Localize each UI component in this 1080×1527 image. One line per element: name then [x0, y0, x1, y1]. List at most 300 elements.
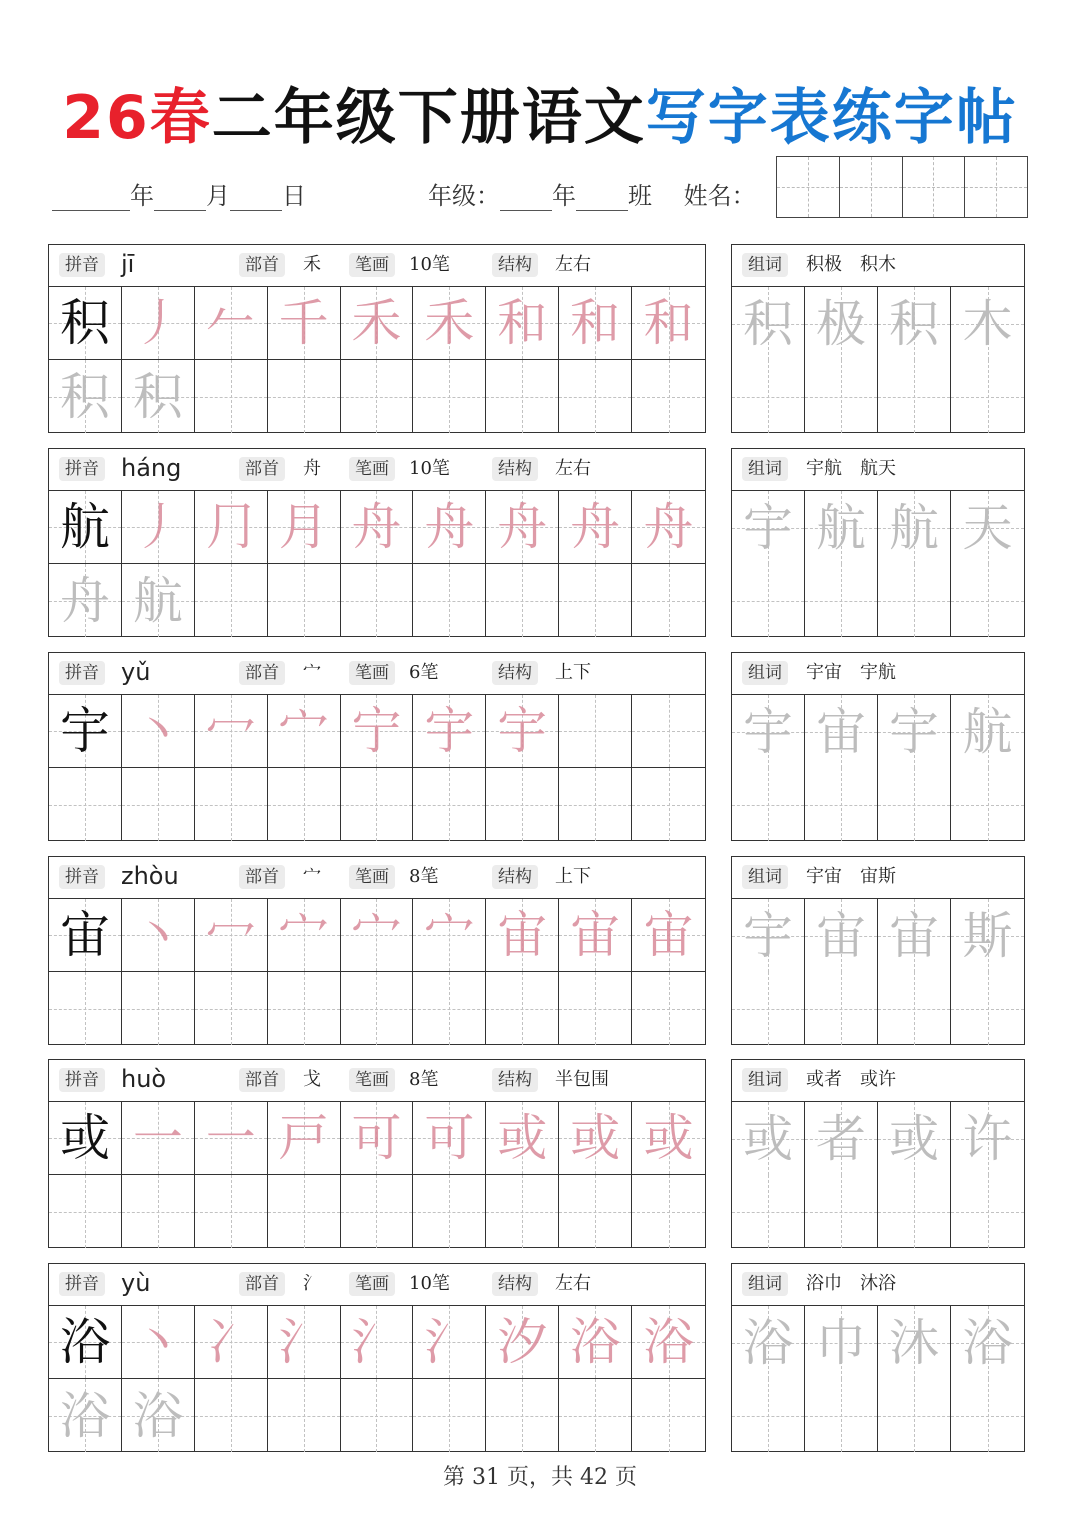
- writing-grid: [49, 695, 705, 841]
- stroke-order-step: 宀: [278, 906, 329, 964]
- grade-class-blank[interactable]: [576, 184, 628, 211]
- writing-cell[interactable]: [632, 1306, 705, 1379]
- stroke-order-step: 和: [643, 294, 694, 352]
- writing-cell[interactable]: [49, 1175, 122, 1248]
- writing-cell[interactable]: [559, 287, 632, 360]
- model-character: 航: [59, 498, 110, 556]
- char-info-bar: [49, 245, 705, 287]
- word-cell[interactable]: [732, 972, 805, 1045]
- word-trace-character: 浴: [962, 1313, 1013, 1372]
- page-title: [0, 70, 1080, 156]
- word-cell[interactable]: [878, 768, 951, 841]
- writing-cell[interactable]: [341, 360, 414, 433]
- writing-cell[interactable]: [122, 695, 195, 768]
- writing-cell[interactable]: [49, 899, 122, 972]
- stroke-order-step: 禾: [424, 294, 475, 352]
- trace-character: 积: [59, 367, 110, 426]
- word-cell[interactable]: [951, 1175, 1024, 1248]
- model-character: 宇: [59, 702, 110, 760]
- word-cell[interactable]: [878, 1175, 951, 1248]
- writing-cell[interactable]: [195, 1175, 268, 1248]
- word-cell[interactable]: [878, 1102, 951, 1175]
- words-value: 浴巾 沐浴: [806, 1273, 896, 1294]
- stroke-order-step: 或: [570, 1109, 621, 1167]
- writing-cell[interactable]: [268, 899, 341, 972]
- word-trace-character: 宙: [816, 702, 866, 761]
- name-grid[interactable]: [776, 156, 1028, 218]
- word-cell[interactable]: [805, 491, 878, 564]
- word-trace-character: 或: [743, 1109, 793, 1168]
- pinyin-label: 拼音: [59, 253, 105, 277]
- stroke-order-step: 戸: [278, 1109, 329, 1167]
- writing-cell[interactable]: [122, 768, 195, 841]
- pinyin-label: 拼音: [59, 457, 105, 481]
- word-practice-panel: [731, 856, 1025, 1045]
- word-cell[interactable]: [805, 360, 878, 433]
- pinyin-label: 拼音: [59, 661, 105, 685]
- writing-cell[interactable]: [559, 899, 632, 972]
- stroke-order-step: 宀: [424, 906, 475, 964]
- stroke-order-step: 或: [497, 1109, 548, 1167]
- strokes-label: 笔画: [349, 1272, 395, 1296]
- pinyin-label: 拼音: [59, 865, 105, 889]
- stroke-order-step: 𠂉: [205, 294, 256, 352]
- writing-cell[interactable]: [486, 1306, 559, 1379]
- writing-cell[interactable]: [632, 768, 705, 841]
- writing-cell[interactable]: [632, 1379, 705, 1452]
- writing-cell[interactable]: [559, 1175, 632, 1248]
- word-cell[interactable]: [805, 287, 878, 360]
- writing-grid: [49, 1306, 705, 1452]
- stroke-order-step: 宀: [351, 906, 402, 964]
- writing-cell[interactable]: [632, 972, 705, 1045]
- word-cell[interactable]: [878, 972, 951, 1045]
- writing-cell[interactable]: [268, 564, 341, 637]
- writing-cell[interactable]: [486, 1102, 559, 1175]
- writing-cell[interactable]: [49, 1379, 122, 1452]
- structure-value: 上下: [555, 662, 591, 683]
- writing-cell[interactable]: [486, 1175, 559, 1248]
- word-cell[interactable]: [805, 1175, 878, 1248]
- words-label: 组词: [742, 1068, 788, 1092]
- name-label: 姓名：: [683, 182, 756, 210]
- word-cell[interactable]: [878, 360, 951, 433]
- name-cell[interactable]: [840, 157, 903, 217]
- writing-cell[interactable]: [413, 972, 486, 1045]
- word-trace-character: 宙: [889, 906, 939, 965]
- trace-character: 航: [132, 571, 183, 630]
- word-cell[interactable]: [732, 1306, 805, 1379]
- grade-class-label: 班: [628, 182, 652, 210]
- writing-cell[interactable]: [413, 360, 486, 433]
- word-cell[interactable]: [805, 1306, 878, 1379]
- char-info-bar: [49, 1264, 705, 1306]
- writing-cell[interactable]: [486, 899, 559, 972]
- word-cell[interactable]: [732, 360, 805, 433]
- writing-cell[interactable]: [49, 1306, 122, 1379]
- writing-cell[interactable]: [49, 695, 122, 768]
- word-cell[interactable]: [951, 564, 1024, 637]
- page-number: 第 31 页，共 42 页: [443, 1465, 637, 1490]
- char-info-bar: [49, 857, 705, 899]
- writing-cell[interactable]: [195, 491, 268, 564]
- word-trace-character: 积: [889, 294, 939, 353]
- stroke-order-step: 宇: [424, 702, 475, 760]
- stroke-order-step: ⺆: [205, 498, 256, 556]
- stroke-order-step: 舟: [497, 498, 548, 556]
- writing-cell[interactable]: [486, 695, 559, 768]
- word-cell[interactable]: [732, 491, 805, 564]
- writing-cell[interactable]: [559, 1102, 632, 1175]
- stroke-order-step: 宙: [497, 906, 548, 964]
- writing-cell[interactable]: [413, 491, 486, 564]
- word-trace-character: 巾: [816, 1313, 866, 1372]
- writing-cell[interactable]: [341, 972, 414, 1045]
- writing-cell[interactable]: [268, 695, 341, 768]
- word-info-bar: [732, 1060, 1024, 1102]
- writing-cell[interactable]: [122, 899, 195, 972]
- words-value: 积极 积木: [806, 254, 896, 275]
- word-trace-character: 宙: [816, 906, 866, 965]
- radical-label: 部首: [239, 253, 285, 277]
- word-trace-character: 航: [889, 498, 939, 557]
- word-practice-panel: [731, 652, 1025, 841]
- writing-cell[interactable]: [341, 564, 414, 637]
- radical-value: 禾: [303, 254, 321, 275]
- writing-cell[interactable]: [195, 1102, 268, 1175]
- writing-cell[interactable]: [632, 695, 705, 768]
- writing-cell[interactable]: [122, 1175, 195, 1248]
- writing-cell[interactable]: [341, 1306, 414, 1379]
- writing-cell[interactable]: [486, 1379, 559, 1452]
- structure-value: 上下: [555, 866, 591, 887]
- writing-cell[interactable]: [49, 564, 122, 637]
- stroke-order-step: 氵: [424, 1313, 475, 1371]
- grade-label: 年级：: [428, 182, 500, 210]
- word-cell[interactable]: [951, 1102, 1024, 1175]
- stroke-order-step: 浴: [643, 1313, 694, 1371]
- word-cell[interactable]: [951, 695, 1024, 768]
- trace-character: 浴: [59, 1386, 110, 1445]
- writing-grid: [49, 287, 705, 433]
- writing-cell[interactable]: [195, 768, 268, 841]
- writing-cell[interactable]: [413, 564, 486, 637]
- structure-label: 结构: [492, 457, 538, 481]
- radical-label: 部首: [239, 1068, 285, 1092]
- writing-cell[interactable]: [268, 1379, 341, 1452]
- structure-value: 左右: [555, 254, 591, 275]
- writing-cell[interactable]: [413, 1175, 486, 1248]
- word-info-bar: [732, 245, 1024, 287]
- writing-cell[interactable]: [268, 1306, 341, 1379]
- word-cell[interactable]: [951, 899, 1024, 972]
- radical-label: 部首: [239, 457, 285, 481]
- writing-cell[interactable]: [341, 1379, 414, 1452]
- word-grid: [732, 1306, 1024, 1452]
- writing-cell[interactable]: [413, 287, 486, 360]
- word-cell[interactable]: [805, 695, 878, 768]
- pinyin-value: yù: [121, 1269, 151, 1297]
- writing-cell[interactable]: [195, 899, 268, 972]
- writing-grid: [49, 899, 705, 1045]
- word-cell[interactable]: [732, 287, 805, 360]
- writing-cell[interactable]: [195, 360, 268, 433]
- structure-label: 结构: [492, 253, 538, 277]
- stroke-order-step: 丿: [132, 294, 183, 352]
- word-cell[interactable]: [805, 1379, 878, 1452]
- stroke-order-step: 可: [424, 1109, 475, 1167]
- model-character: 或: [59, 1109, 110, 1167]
- writing-cell[interactable]: [122, 1306, 195, 1379]
- stroke-order-step: 舟: [570, 498, 621, 556]
- writing-cell[interactable]: [559, 768, 632, 841]
- word-cell[interactable]: [878, 287, 951, 360]
- writing-cell[interactable]: [632, 1102, 705, 1175]
- writing-cell[interactable]: [268, 768, 341, 841]
- writing-cell[interactable]: [341, 287, 414, 360]
- stroke-order-step: 舟: [424, 498, 475, 556]
- writing-cell[interactable]: [49, 768, 122, 841]
- radical-value: 氵: [303, 1273, 321, 1294]
- stroke-order-step: 丿: [132, 498, 183, 556]
- stroke-order-step: 氵: [351, 1313, 402, 1371]
- word-cell[interactable]: [732, 1102, 805, 1175]
- writing-cell[interactable]: [413, 1379, 486, 1452]
- words-value: 宇航 航天: [806, 458, 896, 479]
- writing-cell[interactable]: [341, 1175, 414, 1248]
- writing-cell[interactable]: [49, 1102, 122, 1175]
- writing-cell[interactable]: [122, 360, 195, 433]
- writing-cell[interactable]: [122, 972, 195, 1045]
- word-cell[interactable]: [732, 695, 805, 768]
- char-practice-panel: [48, 1059, 706, 1248]
- writing-grid: [49, 491, 705, 637]
- structure-value: 半包围: [555, 1069, 609, 1090]
- strokes-value: 10笔: [409, 1273, 450, 1294]
- radical-value: 宀: [303, 662, 321, 683]
- writing-cell[interactable]: [49, 972, 122, 1045]
- writing-cell[interactable]: [632, 1175, 705, 1248]
- writing-cell[interactable]: [559, 360, 632, 433]
- word-cell[interactable]: [878, 899, 951, 972]
- word-trace-character: 宇: [743, 498, 793, 557]
- grade-year-label: 年: [552, 182, 576, 210]
- strokes-value: 8笔: [409, 866, 439, 887]
- writing-cell[interactable]: [341, 695, 414, 768]
- word-cell[interactable]: [805, 768, 878, 841]
- word-trace-character: 极: [816, 294, 866, 353]
- writing-cell[interactable]: [413, 695, 486, 768]
- word-grid: [732, 695, 1024, 841]
- writing-cell[interactable]: [413, 1102, 486, 1175]
- title-part-term: 26春: [62, 83, 212, 153]
- writing-cell[interactable]: [559, 564, 632, 637]
- writing-cell[interactable]: [632, 564, 705, 637]
- writing-cell[interactable]: [268, 287, 341, 360]
- writing-cell[interactable]: [486, 287, 559, 360]
- writing-cell[interactable]: [122, 564, 195, 637]
- title-part-grade: 二年级下册语文: [211, 83, 646, 153]
- writing-cell[interactable]: [268, 972, 341, 1045]
- writing-cell[interactable]: [341, 899, 414, 972]
- date-line: [52, 176, 306, 211]
- model-character: 积: [59, 294, 110, 352]
- word-cell[interactable]: [878, 695, 951, 768]
- writing-cell[interactable]: [559, 695, 632, 768]
- writing-cell[interactable]: [632, 491, 705, 564]
- words-label: 组词: [742, 253, 788, 277]
- day-blank[interactable]: [230, 184, 282, 211]
- name-cell[interactable]: [965, 157, 1027, 217]
- word-trace-character: 或: [889, 1109, 939, 1168]
- stroke-order-step: 禾: [351, 294, 402, 352]
- month-blank[interactable]: [154, 184, 206, 211]
- writing-cell[interactable]: [268, 360, 341, 433]
- writing-cell[interactable]: [559, 972, 632, 1045]
- stroke-order-step: 一: [205, 1109, 256, 1167]
- char-practice-panel: [48, 244, 706, 433]
- writing-cell[interactable]: [195, 1379, 268, 1452]
- word-trace-character: 木: [962, 294, 1013, 353]
- word-cell[interactable]: [805, 899, 878, 972]
- word-trace-character: 天: [962, 498, 1013, 557]
- writing-cell[interactable]: [122, 1102, 195, 1175]
- word-trace-character: 航: [962, 702, 1013, 761]
- char-practice-panel: [48, 1263, 706, 1452]
- word-cell[interactable]: [951, 972, 1024, 1045]
- word-cell[interactable]: [951, 1306, 1024, 1379]
- writing-cell[interactable]: [413, 1306, 486, 1379]
- stroke-order-step: 可: [351, 1109, 402, 1167]
- word-grid: [732, 1102, 1024, 1248]
- writing-cell[interactable]: [268, 1102, 341, 1175]
- writing-cell[interactable]: [341, 491, 414, 564]
- words-label: 组词: [742, 865, 788, 889]
- writing-cell[interactable]: [341, 1102, 414, 1175]
- writing-cell[interactable]: [195, 287, 268, 360]
- word-cell[interactable]: [951, 491, 1024, 564]
- strokes-label: 笔画: [349, 1068, 395, 1092]
- writing-cell[interactable]: [486, 768, 559, 841]
- stroke-order-step: 汐: [497, 1313, 548, 1371]
- writing-cell[interactable]: [559, 491, 632, 564]
- word-cell[interactable]: [732, 768, 805, 841]
- writing-cell[interactable]: [632, 287, 705, 360]
- writing-cell[interactable]: [486, 972, 559, 1045]
- words-label: 组词: [742, 661, 788, 685]
- word-cell[interactable]: [951, 768, 1024, 841]
- stroke-order-step: 千: [278, 294, 329, 352]
- stroke-order-step: 宁: [351, 702, 402, 760]
- structure-label: 结构: [492, 661, 538, 685]
- writing-cell[interactable]: [122, 491, 195, 564]
- structure-label: 结构: [492, 865, 538, 889]
- writing-cell[interactable]: [195, 1306, 268, 1379]
- stroke-order-step: 浴: [570, 1313, 621, 1371]
- word-cell[interactable]: [951, 1379, 1024, 1452]
- word-trace-character: 斯: [962, 906, 1013, 965]
- writing-grid: [49, 1102, 705, 1248]
- word-cell[interactable]: [732, 1379, 805, 1452]
- word-trace-character: 沐: [889, 1313, 939, 1372]
- writing-cell[interactable]: [195, 972, 268, 1045]
- writing-cell[interactable]: [49, 360, 122, 433]
- writing-cell[interactable]: [195, 695, 268, 768]
- word-trace-character: 宇: [743, 906, 793, 965]
- writing-cell[interactable]: [559, 1306, 632, 1379]
- stroke-order-step: 宀: [278, 702, 329, 760]
- strokes-value: 10笔: [409, 254, 450, 275]
- writing-cell[interactable]: [195, 564, 268, 637]
- writing-cell[interactable]: [268, 1175, 341, 1248]
- word-cell[interactable]: [878, 564, 951, 637]
- writing-cell[interactable]: [49, 491, 122, 564]
- writing-cell[interactable]: [413, 768, 486, 841]
- word-cell[interactable]: [951, 287, 1024, 360]
- word-cell[interactable]: [805, 564, 878, 637]
- word-cell[interactable]: [878, 1306, 951, 1379]
- stroke-order-step: 一: [132, 1109, 183, 1167]
- structure-value: 左右: [555, 458, 591, 479]
- radical-value: 戈: [303, 1069, 321, 1090]
- writing-cell[interactable]: [49, 287, 122, 360]
- trace-character: 积: [132, 367, 183, 426]
- word-cell[interactable]: [732, 564, 805, 637]
- stroke-order-step: 和: [570, 294, 621, 352]
- structure-label: 结构: [492, 1272, 538, 1296]
- radical-value: 宀: [303, 866, 321, 887]
- word-cell[interactable]: [805, 1102, 878, 1175]
- structure-label: 结构: [492, 1068, 538, 1092]
- radical-label: 部首: [239, 1272, 285, 1296]
- words-value: 宇宙 宇航: [806, 662, 896, 683]
- word-trace-character: 者: [816, 1109, 866, 1168]
- words-label: 组词: [742, 1272, 788, 1296]
- writing-cell[interactable]: [486, 564, 559, 637]
- word-cell[interactable]: [805, 972, 878, 1045]
- word-practice-panel: [731, 448, 1025, 637]
- word-cell[interactable]: [878, 1379, 951, 1452]
- pinyin-label: 拼音: [59, 1272, 105, 1296]
- year-label: 年: [130, 182, 154, 210]
- writing-cell[interactable]: [632, 360, 705, 433]
- grade-year-blank[interactable]: [500, 184, 552, 211]
- writing-cell[interactable]: [413, 899, 486, 972]
- word-grid: [732, 899, 1024, 1045]
- writing-cell[interactable]: [122, 1379, 195, 1452]
- word-grid: [732, 491, 1024, 637]
- title-part-copybook: 写字表练字帖: [645, 83, 1018, 153]
- name-cell[interactable]: [903, 157, 966, 217]
- word-info-bar: [732, 653, 1024, 695]
- word-cell[interactable]: [878, 491, 951, 564]
- strokes-value: 8笔: [409, 1069, 439, 1090]
- stroke-order-step: 冖: [205, 702, 256, 760]
- writing-cell[interactable]: [632, 899, 705, 972]
- year-blank[interactable]: [52, 184, 130, 211]
- word-cell[interactable]: [951, 360, 1024, 433]
- writing-cell[interactable]: [486, 491, 559, 564]
- writing-cell[interactable]: [559, 1379, 632, 1452]
- word-cell[interactable]: [732, 1175, 805, 1248]
- writing-cell[interactable]: [268, 491, 341, 564]
- writing-cell[interactable]: [486, 360, 559, 433]
- writing-cell[interactable]: [341, 768, 414, 841]
- writing-cell[interactable]: [122, 287, 195, 360]
- name-cell[interactable]: [777, 157, 840, 217]
- word-trace-character: 许: [962, 1109, 1013, 1168]
- word-cell[interactable]: [732, 899, 805, 972]
